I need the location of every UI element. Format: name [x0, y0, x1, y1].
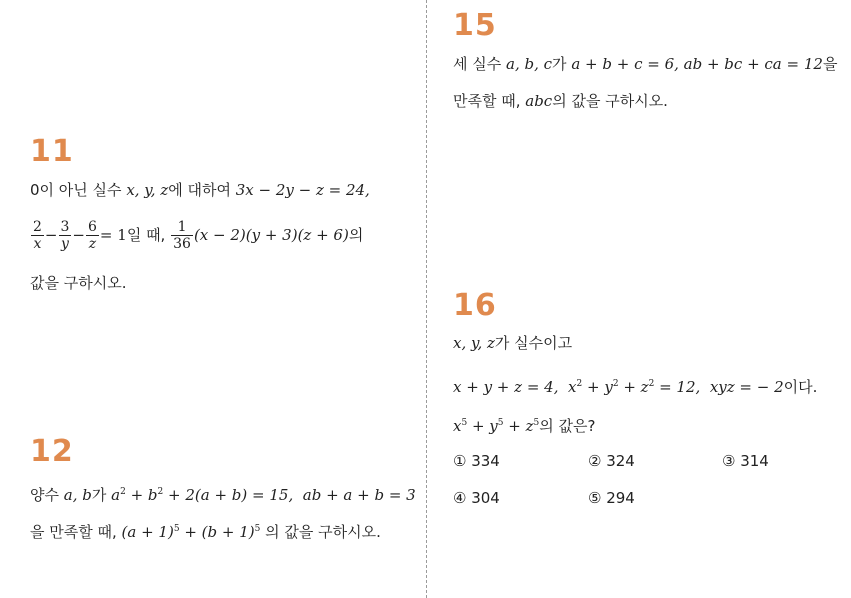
- math: x: [568, 378, 577, 396]
- math: + z: [503, 417, 534, 435]
- math: + (b + 1): [179, 523, 255, 541]
- problem-15-line-2: [453, 91, 668, 111]
- math: a + b + c = 6, ab + bc + ca = 12: [571, 55, 823, 73]
- operator: −: [44, 226, 58, 244]
- math: x + y + z = 4,: [453, 378, 559, 396]
- problem-16-line-1: [453, 333, 572, 353]
- fraction: [59, 219, 72, 252]
- exponent: 5: [254, 524, 261, 534]
- math: + y: [582, 378, 613, 396]
- math: + y: [467, 417, 498, 435]
- math: + z: [618, 378, 649, 396]
- math: (x − 2)(y + 3)(z + 6): [193, 226, 349, 244]
- fraction: [86, 219, 99, 252]
- exponent: 2: [157, 487, 164, 497]
- text: 에 대하여: [168, 181, 236, 199]
- math: + 2(a + b) = 15,: [163, 486, 294, 504]
- text: 가: [91, 486, 112, 504]
- choice-2[interactable]: ② 324: [588, 452, 635, 470]
- problem-12-line-1: [30, 482, 416, 505]
- text: 의 값을 구하시오.: [260, 523, 381, 541]
- numerator: 2: [33, 219, 42, 235]
- denominator: z: [88, 236, 97, 252]
- math: a: [111, 486, 121, 504]
- problem-number-16: 16: [453, 288, 497, 323]
- problem-12-line-2: [30, 519, 381, 542]
- exponent: 2: [612, 379, 619, 389]
- math: = 12,: [654, 378, 701, 396]
- exponent: 5: [497, 418, 504, 428]
- problem-16-line-3: [453, 413, 595, 436]
- math: 3x − 2y − z = 24,: [235, 181, 370, 199]
- text: 세 실수: [453, 55, 507, 73]
- exponent: 5: [533, 418, 540, 428]
- numerator: 6: [88, 219, 97, 235]
- math: xyz = − 2: [709, 378, 784, 396]
- math: a, b: [63, 486, 92, 504]
- text: 의: [348, 226, 364, 244]
- problem-11-line-1: [30, 180, 370, 200]
- exponent: 5: [173, 524, 180, 534]
- denominator: y: [61, 236, 69, 252]
- math: + b: [125, 486, 158, 504]
- text: 0이 아닌 실수: [30, 181, 127, 199]
- problem-number-11: 11: [30, 134, 74, 169]
- problem-15-line-1: [453, 54, 837, 74]
- problem-16-line-2: [453, 374, 817, 397]
- text: 의 값을 구하시오.: [552, 92, 668, 110]
- math: x, y, z: [126, 181, 169, 199]
- math: = 1: [99, 226, 127, 244]
- choice-4[interactable]: ④ 304: [453, 489, 500, 507]
- numerator: 1: [171, 219, 193, 236]
- problem-number-12: 12: [30, 434, 74, 469]
- fraction: [31, 219, 44, 252]
- denominator: x: [33, 236, 42, 252]
- exponent: 2: [576, 379, 583, 389]
- choice-1[interactable]: ① 334: [453, 452, 500, 470]
- text: 이다.: [783, 378, 818, 396]
- exponent: 2: [120, 487, 126, 497]
- problem-number-15: 15: [453, 8, 497, 43]
- math: ab + a + b = 3: [302, 486, 416, 504]
- text: 가 실수이고: [494, 334, 573, 352]
- numerator: 3: [60, 219, 70, 235]
- math: a, b, c: [506, 55, 553, 73]
- text: 양수: [30, 486, 64, 504]
- text: 일 때,: [126, 226, 171, 244]
- math: (a + 1): [121, 523, 174, 541]
- problem-11-line-2: [30, 218, 363, 252]
- denominator: 36: [173, 236, 191, 252]
- exponent: 5: [461, 418, 468, 428]
- choice-3[interactable]: ③ 314: [722, 452, 769, 470]
- operator: −: [72, 226, 85, 244]
- column-divider: [426, 0, 427, 598]
- fraction: [171, 219, 193, 252]
- math: abc: [525, 92, 553, 110]
- text: 의 값은?: [539, 417, 596, 435]
- choice-5[interactable]: ⑤ 294: [588, 489, 635, 507]
- text: 만족할 때,: [453, 92, 526, 110]
- text: 가: [552, 55, 572, 73]
- math: x: [453, 417, 462, 435]
- exponent: 2: [648, 379, 655, 389]
- problem-11-line-3: 값을 구하시오.: [30, 274, 127, 292]
- text: 을: [822, 55, 838, 73]
- text: 을 만족할 때,: [30, 523, 122, 541]
- math: x, y, z: [453, 334, 495, 352]
